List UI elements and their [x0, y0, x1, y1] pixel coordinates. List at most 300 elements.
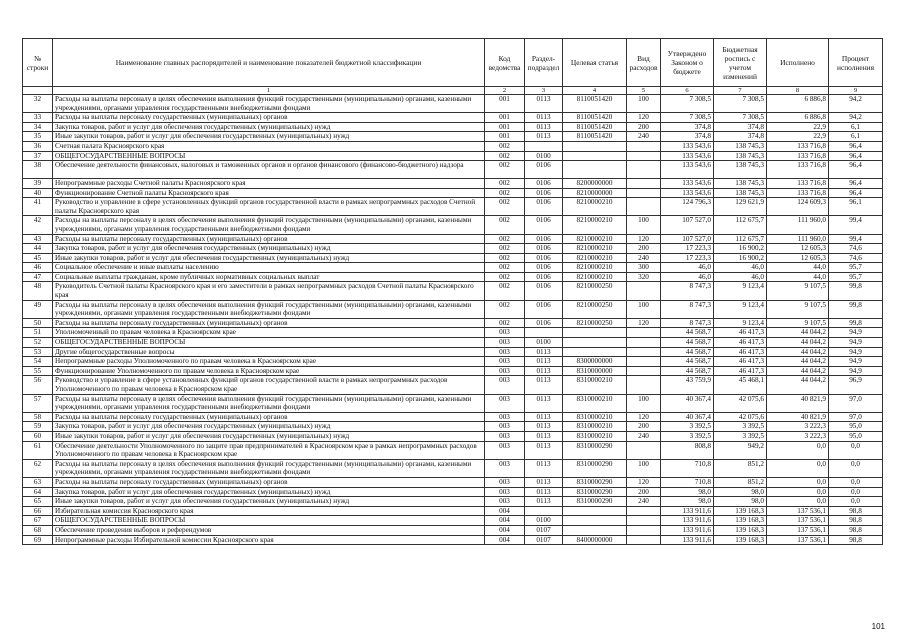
budget-list-amount: 42 075,6: [714, 412, 767, 422]
table-row: [23, 272, 883, 282]
department-code: 003: [485, 376, 525, 394]
table-row: [23, 535, 883, 545]
target-item-code: 8210000250: [563, 318, 627, 328]
execution-percent: 96,4: [829, 178, 883, 188]
column-number: 7: [714, 87, 767, 95]
department-code: 001: [485, 113, 525, 123]
section-code: 0106: [525, 216, 563, 234]
department-code: 002: [485, 234, 525, 244]
budget-list-amount: 16 900,2: [714, 244, 767, 254]
table-row: [23, 376, 883, 394]
department-code: 002: [485, 253, 525, 263]
executed-amount: 137 536,1: [767, 506, 829, 516]
row-number: 53: [23, 347, 53, 357]
row-name: Расходы на выплаты персоналу в целях обеспечения выполнения функций государственными (муниципальными) органами, казенными учреждениями, органами управления государственными внебюджетными фондами: [53, 300, 485, 318]
row-number: 52: [23, 338, 53, 348]
department-code: 004: [485, 516, 525, 526]
expense-type-code: 120: [627, 234, 661, 244]
execution-percent: 96,4: [829, 141, 883, 151]
approved-amount: 44 568,7: [661, 328, 714, 338]
executed-amount: 12 605,3: [767, 244, 829, 254]
executed-amount: 44 044,2: [767, 357, 829, 367]
table-row: [23, 188, 883, 198]
executed-amount: 44 044,2: [767, 328, 829, 338]
table-row: [23, 318, 883, 328]
row-name: Уполномоченный по правам человека в Красноярском крае: [53, 328, 485, 338]
target-item-code: 8310000290: [563, 477, 627, 487]
budget-list-amount: 46 417,3: [714, 347, 767, 357]
row-name: Расходы на выплаты персоналу государственных (муниципальных) органов: [53, 477, 485, 487]
execution-percent: 96,4: [829, 161, 883, 179]
department-code: 001: [485, 95, 525, 113]
expense-type-code: [627, 151, 661, 161]
budget-list-amount: 46,0: [714, 272, 767, 282]
target-item-code: 8110051420: [563, 122, 627, 132]
target-item-code: 8210000210: [563, 198, 627, 216]
target-item-code: 8210000210: [563, 253, 627, 263]
target-item-code: 8200000000: [563, 178, 627, 188]
execution-percent: 96,4: [829, 188, 883, 198]
column-number: 4: [563, 87, 627, 95]
execution-percent: 99,4: [829, 216, 883, 234]
expense-type-code: [627, 198, 661, 216]
row-name: Иные закупки товаров, работ и услуг для обеспечения государственных (муниципальных) нужд: [53, 253, 485, 263]
approved-amount: 17 223,3: [661, 253, 714, 263]
target-item-code: 8310000290: [563, 487, 627, 497]
section-code: 0113: [525, 366, 563, 376]
section-code: 0113: [525, 487, 563, 497]
row-number: 41: [23, 198, 53, 216]
department-code: 003: [485, 497, 525, 507]
executed-amount: 0,0: [767, 477, 829, 487]
target-item-code: 8400000000: [563, 535, 627, 545]
executed-amount: 22,9: [767, 122, 829, 132]
section-code: 0106: [525, 198, 563, 216]
execution-percent: 96,9: [829, 376, 883, 394]
budget-list-amount: 16 900,2: [714, 253, 767, 263]
budget-list-amount: 138 745,3: [714, 178, 767, 188]
section-code: 0107: [525, 525, 563, 535]
budget-list-amount: 3 392,5: [714, 431, 767, 441]
executed-amount: 111 960,0: [767, 216, 829, 234]
budget-list-amount: 45 468,1: [714, 376, 767, 394]
executed-amount: 111 960,0: [767, 234, 829, 244]
executed-amount: 40 821,9: [767, 412, 829, 422]
row-number: 62: [23, 459, 53, 477]
execution-percent: 99,4: [829, 234, 883, 244]
target-item-code: 8210000250: [563, 282, 627, 300]
section-code: 0106: [525, 244, 563, 254]
target-item-code: [563, 347, 627, 357]
department-code: 003: [485, 477, 525, 487]
expense-type-code: 100: [627, 300, 661, 318]
row-number: 57: [23, 394, 53, 412]
row-number: 67: [23, 516, 53, 526]
budget-list-amount: 138 745,3: [714, 161, 767, 179]
approved-amount: 44 568,7: [661, 357, 714, 367]
row-name: Расходы на выплаты персоналу государственных (муниципальных) органов: [53, 412, 485, 422]
department-code: 003: [485, 338, 525, 348]
department-code: 002: [485, 161, 525, 179]
executed-amount: 133 716,8: [767, 151, 829, 161]
department-code: 004: [485, 525, 525, 535]
row-name: Другие общегосударственные вопросы: [53, 347, 485, 357]
executed-amount: 44 044,2: [767, 366, 829, 376]
execution-percent: 94,9: [829, 366, 883, 376]
section-code: 0113: [525, 357, 563, 367]
executed-amount: 9 107,5: [767, 300, 829, 318]
approved-amount: 133 911,6: [661, 516, 714, 526]
budget-list-amount: 112 675,7: [714, 216, 767, 234]
table-row: [23, 357, 883, 367]
section-code: 0113: [525, 497, 563, 507]
table-row: [23, 216, 883, 234]
row-number: 37: [23, 151, 53, 161]
approved-amount: 710,8: [661, 459, 714, 477]
row-number: 38: [23, 161, 53, 179]
approved-amount: 43 759,9: [661, 376, 714, 394]
budget-list-amount: 42 075,6: [714, 394, 767, 412]
row-number: 61: [23, 441, 53, 459]
budget-list-amount: 9 123,4: [714, 300, 767, 318]
row-name: Расходы на выплаты персоналу в целях обеспечения выполнения функций государственными (муниципальными) органами, казенными учреждениями, органами управления государственными внебюджетными фондами: [53, 394, 485, 412]
approved-amount: 40 367,4: [661, 394, 714, 412]
approved-amount: 98,0: [661, 487, 714, 497]
execution-percent: 95,0: [829, 422, 883, 432]
execution-percent: 6,1: [829, 122, 883, 132]
row-name: Иные закупки товаров, работ и услуг для обеспечения государственных (муниципальных) нужд: [53, 431, 485, 441]
expense-type-code: [627, 535, 661, 545]
budget-list-amount: 139 168,3: [714, 516, 767, 526]
department-code: 002: [485, 244, 525, 254]
target-item-code: 8110051420: [563, 113, 627, 123]
table-row: [23, 198, 883, 216]
table-row: [23, 300, 883, 318]
section-code: 0113: [525, 376, 563, 394]
department-code: 002: [485, 282, 525, 300]
row-name: Руководство и управление в сфере установленных функций органов государственной власти в рамках непрограммных расходов Счетной палаты Красноярского края: [53, 198, 485, 216]
expense-type-code: 120: [627, 412, 661, 422]
row-name: Руководство и управление в сфере установленных функций органов государственной власти в рамках непрограммных расходов Уполномоченного по правам человека в Красноярском крае: [53, 376, 485, 394]
column-number: 5: [627, 87, 661, 95]
executed-amount: 12 605,3: [767, 253, 829, 263]
expense-type-code: 120: [627, 113, 661, 123]
budget-table-sheet: [22, 38, 882, 545]
execution-percent: 95,0: [829, 431, 883, 441]
table-row: [23, 263, 883, 273]
department-code: 002: [485, 151, 525, 161]
execution-percent: 0,0: [829, 441, 883, 459]
table-row: [23, 525, 883, 535]
expense-type-code: 120: [627, 477, 661, 487]
department-code: 003: [485, 366, 525, 376]
target-item-code: 8210000210: [563, 263, 627, 273]
department-code: 003: [485, 431, 525, 441]
approved-amount: 3 392,5: [661, 431, 714, 441]
row-number: 36: [23, 141, 53, 151]
row-name: ОБЩЕГОСУДАРСТВЕННЫЕ ВОПРОСЫ: [53, 516, 485, 526]
approved-amount: 107 527,0: [661, 234, 714, 244]
executed-amount: 44,0: [767, 272, 829, 282]
budget-list-amount: 374,8: [714, 132, 767, 142]
execution-percent: 0,0: [829, 487, 883, 497]
department-code: 003: [485, 441, 525, 459]
row-name: Функционирование Счетной палаты Красноярского края: [53, 188, 485, 198]
section-code: 0113: [525, 459, 563, 477]
row-name: Расходы на выплаты персоналу в целях обеспечения выполнения функций государственными (муниципальными) органами, казенными учреждениями, органами управления государственными внебюджетными фондами: [53, 459, 485, 477]
target-item-code: 8310000210: [563, 376, 627, 394]
execution-percent: 74,6: [829, 253, 883, 263]
execution-percent: 6,1: [829, 132, 883, 142]
approved-amount: 8 747,3: [661, 318, 714, 328]
table-row: [23, 244, 883, 254]
approved-amount: 17 223,3: [661, 244, 714, 254]
department-code: 002: [485, 216, 525, 234]
budget-list-amount: 98,0: [714, 497, 767, 507]
table-row: [23, 506, 883, 516]
approved-amount: 133 543,6: [661, 151, 714, 161]
section-code: 0113: [525, 441, 563, 459]
department-code: 003: [485, 357, 525, 367]
target-item-code: 8310000290: [563, 441, 627, 459]
execution-percent: 98,8: [829, 506, 883, 516]
target-item-code: 8210000210: [563, 244, 627, 254]
col-header-budget-list: Бюджетная роспись с учетом изменений: [714, 39, 767, 87]
row-name: Избирательная комиссия Красноярского края: [53, 506, 485, 516]
row-number: 46: [23, 263, 53, 273]
expense-type-code: [627, 188, 661, 198]
approved-amount: 7 308,5: [661, 95, 714, 113]
col-header-name: Наименование главных распорядителей и наименование показателей бюджетной классификации: [53, 39, 485, 87]
expense-type-code: [627, 161, 661, 179]
department-code: 002: [485, 141, 525, 151]
target-item-code: [563, 516, 627, 526]
approved-amount: 133 543,6: [661, 178, 714, 188]
executed-amount: 137 536,1: [767, 535, 829, 545]
table-header-row: [23, 39, 883, 87]
page-number: 101: [871, 622, 885, 631]
row-number: 68: [23, 525, 53, 535]
execution-percent: 94,9: [829, 328, 883, 338]
budget-list-amount: 138 745,3: [714, 151, 767, 161]
row-number: 40: [23, 188, 53, 198]
section-code: 0113: [525, 347, 563, 357]
section-code: 0107: [525, 535, 563, 545]
execution-percent: 95,7: [829, 263, 883, 273]
row-name: Закупка товаров, работ и услуг для обеспечения государственных (муниципальных) нужд: [53, 487, 485, 497]
table-row: [23, 151, 883, 161]
approved-amount: 133 543,6: [661, 188, 714, 198]
executed-amount: 137 536,1: [767, 525, 829, 535]
budget-list-amount: 139 168,3: [714, 535, 767, 545]
expense-type-code: [627, 178, 661, 188]
row-name: Закупка товаров, работ и услуг для обеспечения государственных (муниципальных) нужд: [53, 244, 485, 254]
department-code: 003: [485, 412, 525, 422]
budget-list-amount: 851,2: [714, 477, 767, 487]
target-item-code: [563, 506, 627, 516]
target-item-code: 8110051420: [563, 95, 627, 113]
execution-percent: 94,9: [829, 338, 883, 348]
row-name: Расходы на выплаты персоналу в целях обеспечения выполнения функций государственными (муниципальными) органами, казенными учреждениями, органами управления государственными внебюджетными фондами: [53, 95, 485, 113]
col-header-target-item: Целевая статья: [563, 39, 627, 87]
approved-amount: 44 568,7: [661, 347, 714, 357]
section-code: 0113: [525, 113, 563, 123]
expense-type-code: 200: [627, 487, 661, 497]
executed-amount: 44 044,2: [767, 338, 829, 348]
approved-amount: 133 911,6: [661, 506, 714, 516]
approved-amount: 133 543,6: [661, 161, 714, 179]
row-name: Расходы на выплаты персоналу государственных (муниципальных) органов: [53, 113, 485, 123]
executed-amount: 0,0: [767, 459, 829, 477]
target-item-code: 8210000210: [563, 272, 627, 282]
approved-amount: 40 367,4: [661, 412, 714, 422]
approved-amount: 808,8: [661, 441, 714, 459]
expense-type-code: [627, 441, 661, 459]
row-number: 45: [23, 253, 53, 263]
target-item-code: 8110051420: [563, 132, 627, 142]
approved-amount: 8 747,3: [661, 282, 714, 300]
col-header-section: Раздел-подраздел: [525, 39, 563, 87]
target-item-code: 8310000290: [563, 459, 627, 477]
execution-percent: 98,8: [829, 535, 883, 545]
expense-type-code: 100: [627, 216, 661, 234]
expense-type-code: [627, 376, 661, 394]
row-number: 33: [23, 113, 53, 123]
department-code: 002: [485, 318, 525, 328]
executed-amount: 6 886,8: [767, 95, 829, 113]
col-header-approved: Утверждено Законом о бюджете: [661, 39, 714, 87]
table-row: [23, 161, 883, 179]
section-code: 0113: [525, 122, 563, 132]
execution-percent: 94,2: [829, 113, 883, 123]
target-item-code: [563, 328, 627, 338]
budget-list-amount: 949,2: [714, 441, 767, 459]
section-code: 0113: [525, 412, 563, 422]
executed-amount: 133 716,8: [767, 141, 829, 151]
table-row: [23, 234, 883, 244]
execution-percent: 99,8: [829, 318, 883, 328]
target-item-code: 8210000250: [563, 300, 627, 318]
budget-list-amount: 46 417,3: [714, 328, 767, 338]
row-name: Закупка товаров, работ и услуг для обеспечения государственных (муниципальных) нужд: [53, 122, 485, 132]
section-code: 0100: [525, 151, 563, 161]
target-item-code: 8310000000: [563, 366, 627, 376]
row-number: 43: [23, 234, 53, 244]
approved-amount: 46,0: [661, 272, 714, 282]
budget-list-amount: 139 168,3: [714, 506, 767, 516]
budget-list-amount: 9 123,4: [714, 282, 767, 300]
row-name: Непрограммные расходы Избирательной комиссии Красноярского края: [53, 535, 485, 545]
department-code: 002: [485, 198, 525, 216]
executed-amount: 44 044,2: [767, 347, 829, 357]
row-name: Непрограммные расходы Уполномоченного по правам человека в Красноярском крае: [53, 357, 485, 367]
department-code: 003: [485, 487, 525, 497]
table-row: [23, 422, 883, 432]
expense-type-code: 100: [627, 95, 661, 113]
budget-list-amount: 851,2: [714, 459, 767, 477]
column-number: 3: [525, 87, 563, 95]
column-number: 8: [767, 87, 829, 95]
section-code: 0106: [525, 178, 563, 188]
table-row: [23, 132, 883, 142]
approved-amount: 3 392,5: [661, 422, 714, 432]
department-code: 002: [485, 178, 525, 188]
table-row: [23, 459, 883, 477]
execution-percent: 96,1: [829, 198, 883, 216]
section-code: 0106: [525, 318, 563, 328]
row-number: 54: [23, 357, 53, 367]
budget-list-amount: 138 745,3: [714, 141, 767, 151]
row-number: 42: [23, 216, 53, 234]
section-code: 0113: [525, 132, 563, 142]
row-name: Счетная палата Красноярского края: [53, 141, 485, 151]
table-row: [23, 487, 883, 497]
row-name: Непрограммные расходы Счетной палаты Красноярского края: [53, 178, 485, 188]
approved-amount: 710,8: [661, 477, 714, 487]
executed-amount: 3 222,3: [767, 422, 829, 432]
row-number: 49: [23, 300, 53, 318]
execution-percent: 94,9: [829, 357, 883, 367]
department-code: 001: [485, 122, 525, 132]
section-code: 0106: [525, 263, 563, 273]
section-code: 0106: [525, 234, 563, 244]
target-item-code: [563, 141, 627, 151]
executed-amount: 133 716,8: [767, 178, 829, 188]
expense-type-code: 300: [627, 263, 661, 273]
row-name: Социальное обеспечение и иные выплаты населению: [53, 263, 485, 273]
row-number: 60: [23, 431, 53, 441]
department-code: 003: [485, 328, 525, 338]
executed-amount: 133 716,8: [767, 161, 829, 179]
budget-list-amount: 374,8: [714, 122, 767, 132]
table-row: [23, 497, 883, 507]
budget-table: [22, 38, 883, 545]
budget-list-amount: 46 417,3: [714, 338, 767, 348]
target-item-code: 8310000210: [563, 394, 627, 412]
target-item-code: 8310000210: [563, 422, 627, 432]
section-code: 0106: [525, 161, 563, 179]
execution-percent: 0,0: [829, 497, 883, 507]
approved-amount: 98,0: [661, 497, 714, 507]
row-name: Обеспечение деятельности финансовых, налоговых и таможенных органов и органов финансового (финансово-бюджетного) надзора: [53, 161, 485, 179]
row-name: Расходы на выплаты персоналу в целях обеспечения выполнения функций государственными (муниципальными) органами, казенными учреждениями, органами управления государственными внебюджетными фондами: [53, 216, 485, 234]
table-row: [23, 328, 883, 338]
expense-type-code: [627, 525, 661, 535]
section-code: [525, 506, 563, 516]
execution-percent: 94,2: [829, 95, 883, 113]
executed-amount: 22,9: [767, 132, 829, 142]
row-name: Расходы на выплаты персоналу государственных (муниципальных) органов: [53, 234, 485, 244]
col-header-row-number: № строки: [23, 39, 53, 87]
row-name: ОБЩЕГОСУДАРСТВЕННЫЕ ВОПРОСЫ: [53, 151, 485, 161]
row-number: 47: [23, 272, 53, 282]
row-name: Социальные выплаты гражданам, кроме публичных нормативных социальных выплат: [53, 272, 485, 282]
execution-percent: 98,8: [829, 516, 883, 526]
target-item-code: [563, 151, 627, 161]
budget-list-amount: 7 308,5: [714, 95, 767, 113]
approved-amount: 44 568,7: [661, 338, 714, 348]
execution-percent: 99,8: [829, 282, 883, 300]
row-name: Обеспечение проведения выборов и референдумов: [53, 525, 485, 535]
row-number: 34: [23, 122, 53, 132]
department-code: 003: [485, 459, 525, 477]
approved-amount: 44 568,7: [661, 366, 714, 376]
section-code: 0106: [525, 300, 563, 318]
table-row: [23, 477, 883, 487]
row-number: 50: [23, 318, 53, 328]
column-number: 2: [485, 87, 525, 95]
section-code: 0113: [525, 95, 563, 113]
